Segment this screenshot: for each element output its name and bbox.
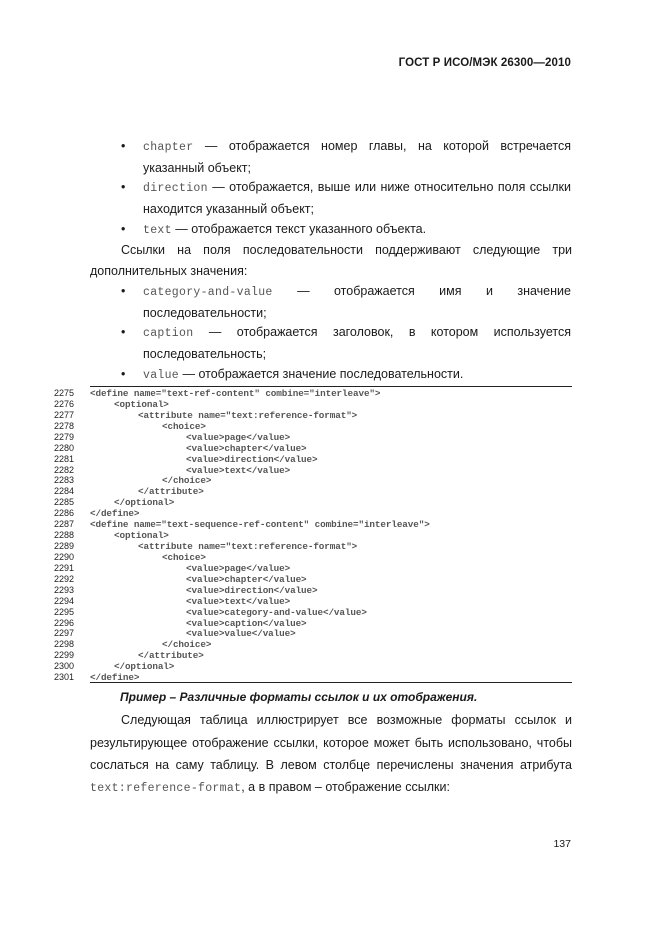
code-text: </attribute> <box>138 486 204 498</box>
code-line <box>0 508 661 519</box>
line-number: 2298 <box>54 639 75 650</box>
code-term: text:reference-format <box>90 782 242 795</box>
code-text: <value>value</value> <box>186 628 296 640</box>
line-number: 2294 <box>54 595 75 606</box>
line-number: 2281 <box>54 453 75 464</box>
line-number: 2300 <box>54 661 75 672</box>
code-text: <define name="text-sequence-ref-content" combine="interleave"> <box>90 519 430 531</box>
code-text: <optional> <box>114 398 169 410</box>
line-number: 2279 <box>54 431 75 442</box>
code-term: text <box>143 224 172 237</box>
paragraph-line: Следующая таблица иллюстрирует все возможные форматы ссылок и <box>121 713 572 727</box>
code-line <box>0 628 661 639</box>
paragraph-line: Ссылки на поля последовательности поддерживают следующие три <box>121 243 572 257</box>
line-number: 2299 <box>54 650 75 661</box>
bullet-continuation: указанный объект; <box>143 161 252 175</box>
bullet-continuation: находится указанный объект; <box>143 202 314 216</box>
code-text: <value>direction</value> <box>186 584 318 596</box>
code-line <box>0 563 661 574</box>
code-text: <value>page</value> <box>186 431 291 443</box>
code-text: </optional> <box>114 497 175 509</box>
line-number: 2286 <box>54 508 75 519</box>
bullet-continuation: последовательности; <box>143 306 267 320</box>
code-text: <value>category-and-value</value> <box>186 606 367 618</box>
bullet-item-category-and-value <box>143 284 571 299</box>
bullet-text: — отображается, выше или ниже относительно поля ссылки <box>212 180 571 194</box>
code-line <box>0 650 661 661</box>
line-number: 2288 <box>54 530 75 541</box>
line-number: 2284 <box>54 486 75 497</box>
code-text: <value>page</value> <box>186 562 291 574</box>
line-number: 2282 <box>54 464 75 475</box>
line-number: 2296 <box>54 617 75 628</box>
code-line <box>0 399 661 410</box>
paragraph-line: результирующее отображение ссылки, которое может быть использовано, чтобы <box>90 736 572 750</box>
paragraph-text: , а в правом – отображение ссылки: <box>241 780 450 794</box>
code-text: <choice> <box>162 420 206 432</box>
code-term: category-and-value <box>143 286 273 299</box>
paragraph-line <box>90 780 450 795</box>
bullet-text: — отображается значение последовательности. <box>182 367 464 381</box>
code-line <box>0 618 661 629</box>
line-number: 2290 <box>54 551 75 562</box>
code-text: <value>chapter</value> <box>186 573 307 585</box>
paragraph-line: дополнительных значения: <box>90 264 248 278</box>
bullet-text: — отображается номер главы, на которой встречается <box>204 139 571 153</box>
code-text: <value>text</value> <box>186 595 291 607</box>
bullet-text: — отображается заголовок, в котором используется <box>208 325 571 339</box>
code-text: </define> <box>90 672 140 684</box>
code-text: <value>text</value> <box>186 464 291 476</box>
code-line <box>0 497 661 508</box>
bullet-icon: • <box>121 139 126 153</box>
bullet-text: — отображается имя и значение <box>297 284 571 298</box>
code-line <box>0 661 661 672</box>
code-text: </attribute> <box>138 650 204 662</box>
code-text: <define name="text-ref-content" combine="interleave"> <box>90 388 381 399</box>
code-line <box>0 530 661 541</box>
bullet-item-chapter <box>143 139 571 154</box>
document-header: ГОСТ Р ИСО/МЭК 26300—2010 <box>398 57 571 69</box>
code-line <box>0 639 661 650</box>
page-number: 137 <box>553 838 571 850</box>
code-text: <attribute name="text:reference-format"> <box>138 409 358 421</box>
line-number: 2287 <box>54 519 75 530</box>
bullet-item-text <box>143 222 426 237</box>
line-number: 2289 <box>54 541 75 552</box>
bullet-item-caption <box>143 325 571 340</box>
line-number: 2293 <box>54 584 75 595</box>
code-text: </choice> <box>162 639 212 651</box>
bullet-icon: • <box>121 284 126 298</box>
code-line <box>0 486 661 497</box>
line-number: 2280 <box>54 442 75 453</box>
line-number: 2291 <box>54 562 75 573</box>
code-line <box>0 475 661 486</box>
code-line <box>0 541 661 552</box>
divider <box>90 682 572 683</box>
bullet-item-value <box>143 367 463 382</box>
code-text: </optional> <box>114 661 175 673</box>
line-number: 2275 <box>54 388 75 398</box>
divider <box>90 386 572 387</box>
code-line <box>0 421 661 432</box>
code-text: <attribute name="text:reference-format"> <box>138 541 358 553</box>
example-caption: Пример – Различные форматы ссылок и их отображения. <box>120 690 478 704</box>
code-line <box>0 607 661 618</box>
line-number: 2292 <box>54 573 75 584</box>
bullet-text: — отображается текст указанного объекта. <box>175 222 427 236</box>
code-text: <optional> <box>114 530 169 542</box>
code-line <box>0 552 661 563</box>
code-line <box>0 443 661 454</box>
code-line <box>0 585 661 596</box>
code-line <box>0 432 661 443</box>
line-number: 2297 <box>54 628 75 639</box>
bullet-icon: • <box>121 222 126 236</box>
bullet-item-direction <box>143 180 571 195</box>
code-line <box>0 388 661 399</box>
code-text: <value>caption</value> <box>186 617 307 629</box>
line-number: 2283 <box>54 475 75 486</box>
code-line <box>0 454 661 465</box>
code-line <box>0 465 661 476</box>
code-text: </choice> <box>162 475 212 487</box>
bullet-icon: • <box>121 367 126 381</box>
code-term: direction <box>143 182 208 195</box>
code-line <box>0 410 661 421</box>
code-term: caption <box>143 327 194 340</box>
code-text: <choice> <box>162 551 206 563</box>
line-number: 2276 <box>54 398 75 409</box>
line-number: 2295 <box>54 606 75 617</box>
code-text: <value>direction</value> <box>186 453 318 465</box>
line-number: 2277 <box>54 409 75 420</box>
bullet-icon: • <box>121 325 126 339</box>
code-line <box>0 596 661 607</box>
code-text: <value>chapter</value> <box>186 442 307 454</box>
code-line <box>0 519 661 530</box>
code-term: chapter <box>143 141 194 154</box>
code-text: </define> <box>90 508 140 520</box>
line-number: 2278 <box>54 420 75 431</box>
bullet-continuation: последовательность; <box>143 347 267 361</box>
paragraph-line: сослаться на саму таблицу. В левом столбце перечислены значения атрибута <box>90 758 572 772</box>
line-number: 2285 <box>54 497 75 508</box>
line-number: 2301 <box>54 672 75 683</box>
code-term: value <box>143 369 180 382</box>
bullet-icon: • <box>121 180 126 194</box>
code-line <box>0 574 661 585</box>
